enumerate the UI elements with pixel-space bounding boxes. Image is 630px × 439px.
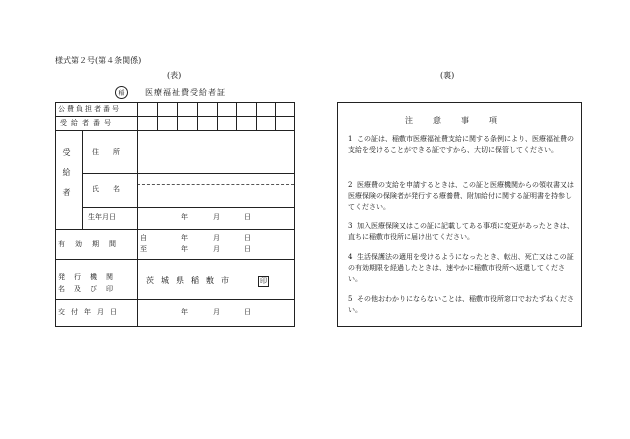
validity-period-label: 有効期間: [58, 240, 126, 248]
note-number: 1: [348, 135, 353, 143]
note-text: この証は、稲敷市医療福祉費支給に関する条例により、医療福祉費の支給を受けることができる証ですから、大切に保管してください。: [348, 135, 574, 154]
issuer-seal-icon: 印: [260, 277, 267, 285]
note-number: 5: [348, 295, 353, 303]
issue-month-unit: 月: [213, 308, 220, 316]
birth-day-unit: 日: [244, 213, 251, 221]
issuer-label: 発行機関名及び印: [58, 273, 122, 293]
issue-year-unit: 年: [181, 308, 188, 316]
issue-day-unit: 日: [244, 308, 251, 316]
city-seal-icon: 稲: [115, 86, 128, 99]
note-text: その他おわかりにならないことは、稲敷市役所窓口でおたずねください。: [348, 295, 574, 314]
validity-to-label: 至: [140, 245, 147, 253]
note-item-1: [348, 134, 574, 156]
address-label: 住所: [92, 148, 134, 156]
address-field[interactable]: [138, 131, 294, 172]
name-field[interactable]: [138, 174, 294, 206]
note-number: 2: [348, 181, 353, 189]
birth-year-unit: 年: [181, 213, 188, 221]
birth-month-unit: 月: [213, 213, 220, 221]
note-number: 4: [348, 253, 353, 261]
public-burden-number-field[interactable]: [138, 103, 294, 115]
validity-from-label: 自: [140, 234, 147, 242]
validity-to-day-unit: 日: [244, 245, 251, 253]
issue-date-label: 交付年月日: [58, 308, 123, 316]
note-item-5: [348, 294, 574, 316]
back-side-label: (裏): [440, 71, 455, 80]
note-item-4: [348, 252, 574, 285]
validity-to-month-unit: 月: [213, 245, 220, 253]
name-label: 氏名: [92, 185, 134, 193]
note-number: 3: [348, 222, 353, 230]
recipient-group-label: 受給者: [62, 148, 71, 208]
note-item-3: [348, 221, 574, 243]
recipient-number-label: 受給者番号: [60, 119, 115, 127]
front-side-label: (表): [167, 71, 182, 80]
public-burden-number-label: 公費負担者番号: [58, 105, 121, 113]
validity-from-day-unit: 日: [244, 234, 251, 242]
note-text: 医療費の支給を申請するときは、この証と医療機関からの領収書又は医療保険の保険者が発行する療養費、附加給付に関する証明書を持参してください。: [348, 181, 574, 211]
recipient-number-field[interactable]: [138, 117, 294, 129]
validity-from-month-unit: 月: [213, 234, 220, 242]
validity-from-year-unit: 年: [181, 234, 188, 242]
note-text: 生活保護法の適用を受けるようになったとき、転出、死亡又はこの証の有効期限を経過したときは、速やかに稲敷市役所へ返還してください。: [348, 253, 574, 283]
form-number-label: 様式第２号(第４条関係): [55, 56, 142, 65]
validity-to-year-unit: 年: [181, 245, 188, 253]
card-title: 医療福祉費受給者証: [145, 88, 226, 97]
birthdate-label: 生年月日: [88, 213, 116, 221]
issuer-name: 茨城県稲敷市: [146, 276, 236, 285]
note-text: 加入医療保険又はこの証に記載してある事項に変更があったときは、直ちに稲敷市役所に届け出てください。: [348, 222, 574, 241]
notes-heading: 注意事項: [405, 116, 517, 125]
note-item-2: [348, 180, 574, 213]
